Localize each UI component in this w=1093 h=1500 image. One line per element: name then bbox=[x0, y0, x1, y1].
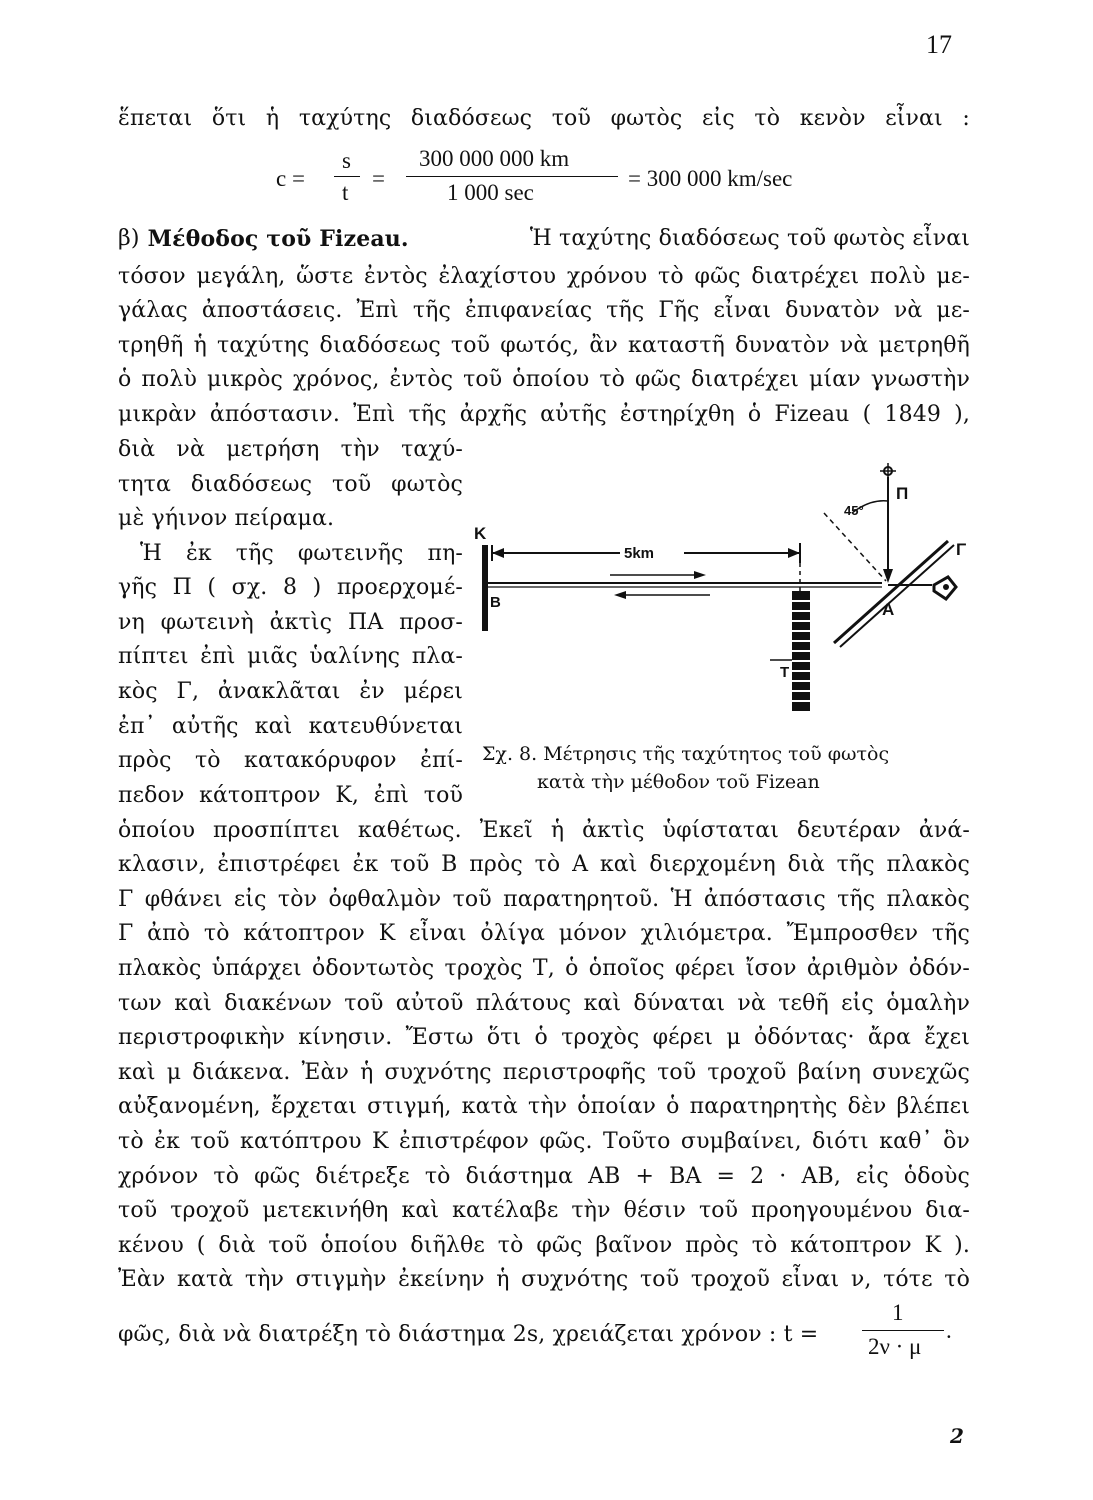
paragraph-line: τὸ ἐκ τοῦ κατόπτρου Κ ἐπιστρέφον φῶς. Τοῦτο συμβαίνει, διότι καθ᾽ ὃν bbox=[118, 1129, 970, 1154]
paragraph-line: τητα διαδόσεως τοῦ φωτὸς bbox=[118, 472, 463, 497]
paragraph-line: κὸς Γ, ἀνακλᾶται ἐν μέρει bbox=[118, 679, 463, 704]
paragraph-line: τοῦ τροχοῦ μετεκινήθη καὶ κατέλαβε τὴν θέσιν τοῦ προηγουμένου δια- bbox=[118, 1198, 970, 1223]
paragraph-line: περιστροφικὴν κίνησιν. Ἔστω ὅτι ὁ τροχὸς φέρει μ ὀδόντας· ἄρα ἔχει bbox=[118, 1025, 970, 1050]
paragraph-line: κένου ( διὰ τοῦ ὁποίου διῆλθε τὸ φῶς βαῖνον πρὸς τὸ κάτοπτρον Κ ). bbox=[118, 1233, 970, 1258]
paragraph-line: μικρὰν ἀπόστασιν. Ἐπὶ τῆς ἀρχῆς αὐτῆς ἐστηρίχθη ὁ Fizeau ( 1849 ), bbox=[118, 402, 970, 427]
paragraph-line: κλασιν, ἐπιστρέφει ἐκ τοῦ Β πρὸς τὸ Α καὶ διερχομένη διὰ τῆς πλακὸς bbox=[118, 852, 970, 877]
label-a: A bbox=[882, 600, 895, 619]
paragraph-line: χρόνον τὸ φῶς διέτρεξε τὸ διάστημα ΑΒ + ΒΑ = 2 · ΑΒ, εἰς ὁδοὺς bbox=[118, 1164, 970, 1189]
paragraph-line: Ἐὰν κατὰ τὴν στιγμὴν ἐκείνην ἡ συχνότης τοῦ τροχοῦ εἶναι ν, τότε τὸ bbox=[118, 1267, 970, 1292]
formula-denominator-value: 1 000 sec bbox=[447, 180, 534, 205]
paragraph-line: ὁποίου προσπίπτει καθέτως. Ἐκεῖ ἡ ἀκτὶς ὑφίσταται δευτέραν ἀνά- bbox=[118, 818, 970, 843]
formula-numerator-s: s bbox=[342, 148, 351, 173]
paragraph-line: μὲ γήινον πείραμα. bbox=[118, 506, 335, 531]
paragraph-line: τρηθῆ ἡ ταχύτης διαδόσεως τοῦ φωτός, ἂν καταστῆ δυνατὸν νὰ μετρηθῆ bbox=[118, 333, 970, 358]
final-fraction-denominator: 2ν · μ bbox=[868, 1334, 922, 1359]
paragraph-line: πίπτει ἐπὶ μιᾶς ὑαλίνης πλα- bbox=[118, 644, 463, 669]
paragraph-line: πλακὸς ὑπάρχει ὀδοντωτὸς τροχὸς Τ, ὁ ὁποῖος φέρει ἴσον ἀριθμὸν ὀδόν- bbox=[118, 956, 970, 981]
paragraph-line: νη φωτεινὴ ἀκτὶς ΠΑ προσ- bbox=[118, 610, 463, 635]
formula-numerator-value: 300 000 000 km bbox=[419, 146, 570, 171]
paragraph-line: γάλας ἀποστάσεις. Ἐπὶ τῆς ἐπιφανείας τῆς Γῆς εἶναι δυνατὸν νὰ με- bbox=[118, 298, 970, 323]
label-distance: 5km bbox=[624, 545, 655, 562]
paragraph-line: Ἡ ἐκ τῆς φωτεινῆς πη- bbox=[140, 541, 463, 566]
label-angle: 45° bbox=[844, 503, 864, 518]
paragraph-line: αὐξανομένη, ἔρχεται στιγμή, κατὰ τὴν ὁποίαν ὁ παρατηρητὴς δὲν βλέπει bbox=[118, 1094, 970, 1119]
final-fraction-numerator: 1 bbox=[892, 1300, 904, 1325]
glass-plate-g bbox=[834, 541, 948, 643]
paragraph-line: των καὶ διακένων τοῦ αὐτοῦ πλάτους καὶ δύναται νὰ τεθῆ εἰς ὁμαλὴν bbox=[118, 991, 970, 1016]
final-line-text: φῶς, διὰ νὰ διατρέξη τὸ διάστημα 2s, χρειάζεται χρόνον : t = bbox=[118, 1322, 819, 1347]
formula-denominator-t: t bbox=[342, 180, 349, 205]
fraction-bar-1 bbox=[334, 176, 360, 177]
label-b: B bbox=[490, 594, 501, 611]
formula-lhs: c = bbox=[276, 166, 305, 191]
signature-mark: 2 bbox=[950, 1424, 964, 1448]
paragraph-line: Γ φθάνει εἰς τὸν ὀφθαλμὸν τοῦ παρατηρητοῦ. Ἡ ἀπόστασις τῆς πλακὸς bbox=[118, 887, 970, 912]
figure-caption-line1: Σχ. 8. Μέτρησις τῆς ταχύτητος τοῦ φωτὸς bbox=[482, 743, 890, 765]
paragraph-line: γῆς Π ( σχ. 8 ) προερχομέ- bbox=[118, 575, 463, 600]
fraction-bar-2 bbox=[406, 176, 618, 177]
formula-result: = 300 000 km/sec bbox=[628, 166, 793, 191]
section-heading-line bbox=[118, 226, 970, 252]
final-period: . bbox=[946, 1318, 952, 1343]
paragraph-line: Γ ἀπὸ τὸ κάτοπτρον Κ εἶναι ὀλίγα μόνον χιλιόμετρα. Ἔμπροσθεν τῆς bbox=[118, 921, 970, 946]
paragraph-line: πρὸς τὸ κατακόρυφον ἐπί- bbox=[118, 748, 463, 773]
final-fraction-bar bbox=[862, 1330, 944, 1331]
label-g: Γ bbox=[956, 540, 967, 559]
paragraph-line: καὶ μ διάκενα. Ἐὰν ἡ συχνότης περιστροφῆς τοῦ τροχοῦ βαίνη συνεχῶς bbox=[118, 1060, 970, 1085]
paragraph-line: τόσον μεγάλη, ὥστε ἐντὸς ἐλαχίστου χρόνου τὸ φῶς διατρέχει πολὺ με- bbox=[118, 264, 970, 289]
fizeau-diagram bbox=[470, 455, 980, 745]
section-marker: β) bbox=[118, 226, 140, 251]
paragraph-line: διὰ νὰ μετρήση τὴν ταχύ- bbox=[118, 437, 463, 462]
formula-equals: = bbox=[372, 166, 385, 191]
label-t: T bbox=[780, 664, 790, 681]
paragraph-line: πεδον κάτοπτρον Κ, ἐπὶ τοῦ bbox=[118, 783, 463, 808]
paragraph-line: ὁ πολὺ μικρὸς χρόνος, ἐντὸς τοῦ ὁποίου τὸ φῶς διατρέχει μίαν γνωστὴν bbox=[118, 367, 970, 392]
section-first-line: Ἡ ταχύτης διαδόσεως τοῦ φωτὸς εἶναι bbox=[529, 226, 970, 251]
section-title: Μέθοδος τοῦ Fizeau. bbox=[147, 226, 409, 252]
label-k: K bbox=[474, 524, 487, 543]
figure-caption-line2: κατὰ τὴν μέθοδον τοῦ Fizean bbox=[537, 771, 820, 793]
mirror-k bbox=[482, 545, 488, 631]
intro-line: ἕπεται ὅτι ἡ ταχύτης διαδόσεως τοῦ φωτὸς εἰς τὸ κενὸν εἶναι : bbox=[118, 106, 970, 131]
label-p: Π bbox=[896, 484, 909, 503]
paragraph-line: ἐπ᾽ αὐτῆς καὶ κατευθύνεται bbox=[118, 714, 463, 739]
page-number: 17 bbox=[926, 30, 952, 59]
